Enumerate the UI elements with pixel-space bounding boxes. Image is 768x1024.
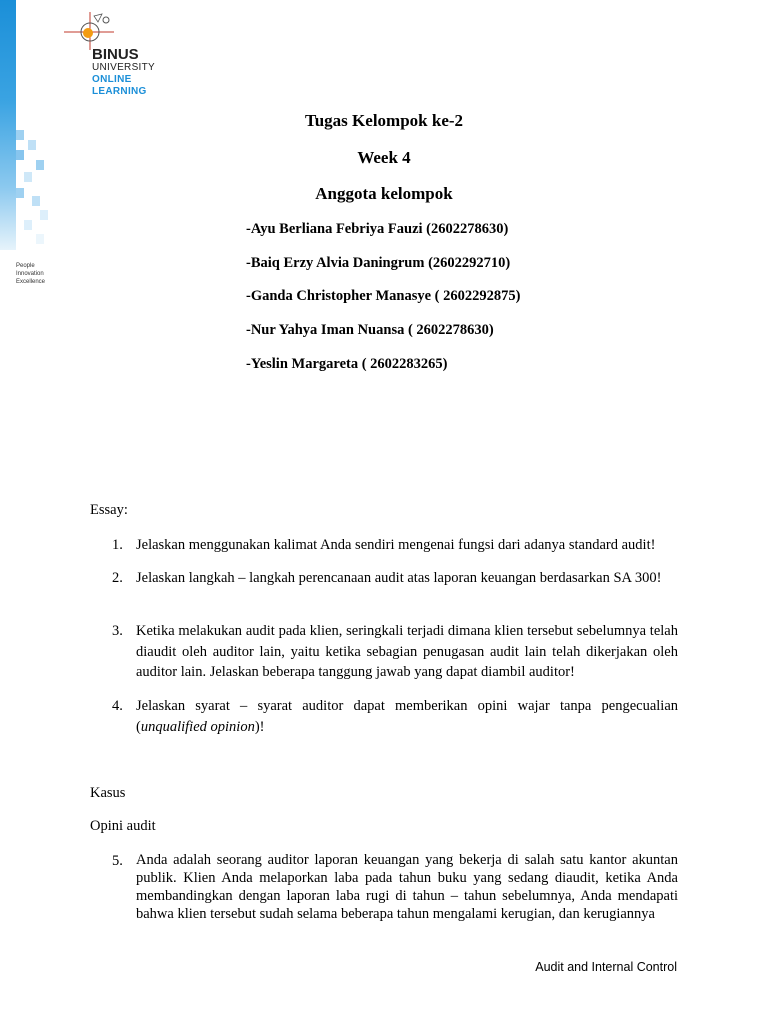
kasus-label: Kasus <box>90 785 126 801</box>
logo-text-online: ONLINE <box>92 74 132 85</box>
question-text: Anda adalah seorang auditor laporan keuangan yang bekerja di salah satu kantor akuntan publik. Klien Anda melaporkan laba pada tahun buku yang sedang diaudit, ketika Anda membandingkan dengan laporan laba rugi di tahun – tahun sebelumnya, Anda mendapati bahwa klien tersebut sudah selama beberapa tahun mengalami kerugian, dan kerugiannya <box>136 852 678 922</box>
question-number: 3. <box>112 623 123 639</box>
logo-text-learning: LEARNING <box>92 86 147 97</box>
question-number: 1. <box>112 537 123 553</box>
question-number: 2. <box>112 570 123 586</box>
group-heading: Anggota kelompok <box>315 184 453 203</box>
week-heading: Week 4 <box>357 148 411 167</box>
question-4 <box>112 696 678 737</box>
question-text: Jelaskan menggunakan kalimat Anda sendiri mengenai fungsi dari adanya standard audit! <box>136 537 656 553</box>
question-text: Ketika melakukan audit pada klien, seringkali terjadi dimana klien tersebut sebelumnya telah diaudit oleh auditor lain, yaitu ketika sebagian penugasan audit lain telah dikerjakan oleh auditor lain. Jelaskan beberapa tanggung jawab yang dapat diambil auditor! <box>136 623 678 680</box>
italic-term: unqualified opinion <box>140 718 255 735</box>
question-5 <box>112 851 678 923</box>
logo-text-binus: BINUS <box>92 46 139 63</box>
question-number: 5. <box>112 853 123 869</box>
kasus-sublabel: Opini audit <box>90 818 156 834</box>
question-3 <box>112 621 678 683</box>
member-2: -Baiq Erzy Alvia Daningrum (2602292710) <box>246 255 511 271</box>
question-1 <box>112 535 678 556</box>
question-number: 4. <box>112 698 123 714</box>
member-4: -Nur Yahya Iman Nuansa ( 2602278630) <box>246 322 494 338</box>
page-footer: Audit and Internal Control <box>535 960 677 974</box>
binus-logo <box>62 10 172 100</box>
member-5: -Yeslin Margareta ( 2602283265) <box>246 356 448 372</box>
tagline: People Innovation Excellence <box>16 263 46 285</box>
logo-text-university: UNIVERSITY <box>92 62 156 73</box>
member-3: -Ganda Christopher Manasye ( 2602292875) <box>246 288 521 304</box>
member-1: -Ayu Berliana Febriya Fauzi (2602278630) <box>246 221 509 237</box>
question-2 <box>112 568 678 589</box>
question-text: Jelaskan langkah – langkah perencanaan audit atas laporan keuangan berdasarkan SA 300! <box>136 570 662 586</box>
question-text: Jelaskan syarat – syarat auditor dapat memberikan opini wajar tanpa pengecualian (unqualified opinion)! <box>136 698 678 735</box>
essay-label: Essay: <box>90 502 128 518</box>
page-title: Tugas Kelompok ke-2 <box>304 111 464 130</box>
